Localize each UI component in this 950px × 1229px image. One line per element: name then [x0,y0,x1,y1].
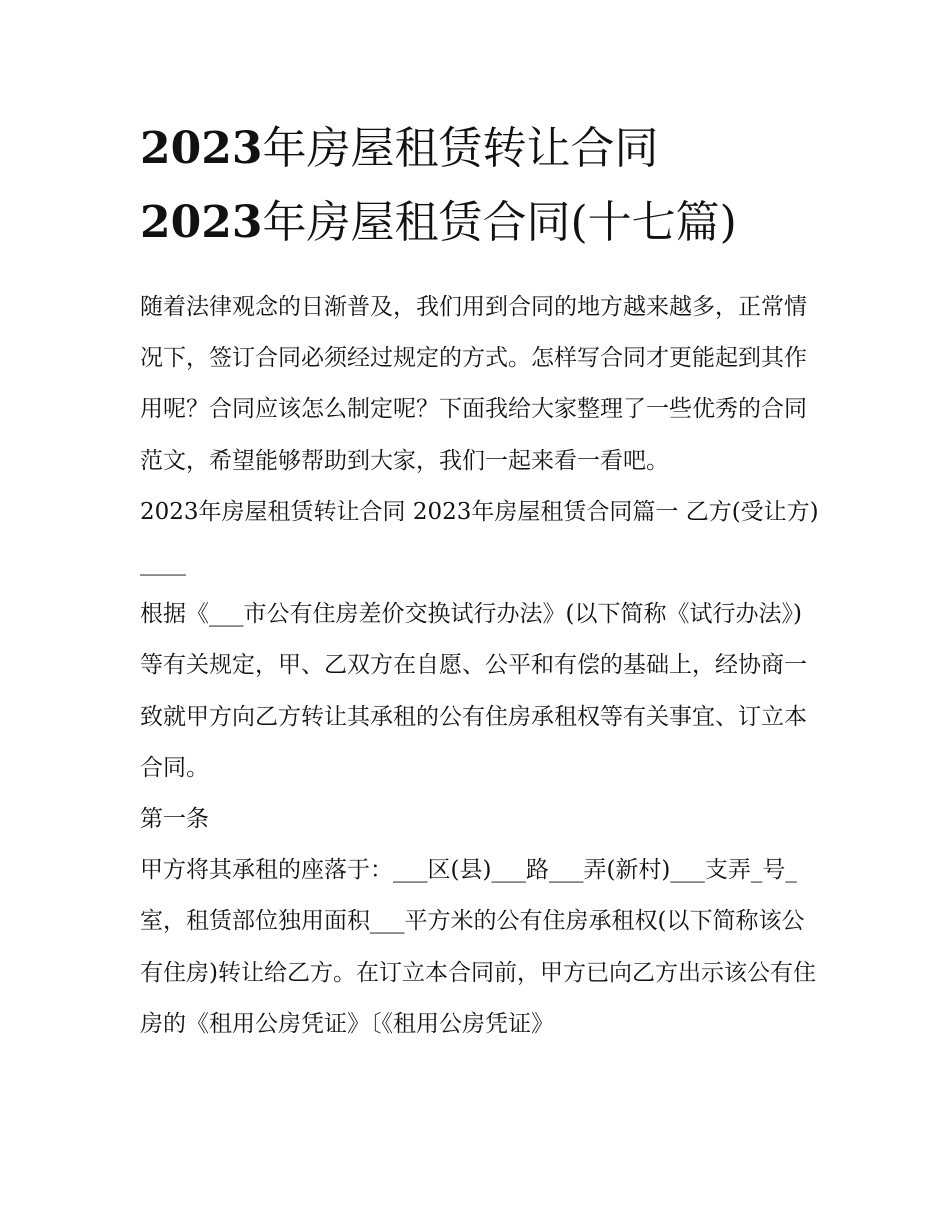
document-title-line-1 [140,112,820,186]
article-one-paragraph: 甲方将其承租的座落于：___区(县)___路___弄(新村)___支弄_号_室，租赁部位独用面积___平方米的公有住房承租权(以下简称该公有住房)转让给乙方。在订立本合同前，甲方已向乙方出示该公有住房的《租用公房凭证》〔《租用公房凭证》 [140,857,816,1037]
title-spacer [140,260,820,282]
section-heading-paragraph: 2023年房屋租赁转让合同 2023年房屋租赁合同篇一 乙方(受让方)____ [140,498,819,577]
preamble-paragraph: 根据《___市公有住房差价交换试行办法》(以下简称《试行办法》)等有关规定，甲、乙双方在自愿、公平和有偿的基础上，经协商一致就甲方向乙方转让其承租的公有住房承租权等有关事宜、订立本合同。 [140,601,807,781]
title-text-1: 年房屋租赁转让合同 [262,123,659,174]
title-text-2: 年房屋租赁合同(十七篇) [262,197,737,248]
intro-paragraph: 随着法律观念的日渐普及，我们用到合同的地方越来越多，正常情况下，签订合同必须经过规定的方式。怎样写合同才更能起到其作用呢？合同应该怎么制定呢？下面我给大家整理了一些优秀的合同范文，希望能够帮助到大家，我们一起来看一看吧。 [140,294,807,474]
document-content [140,112,820,1050]
title-year-1: 2023 [140,123,263,174]
title-year-2: 2023 [140,197,263,248]
document-title-line-2 [140,186,820,260]
article-heading: 第一条 [140,806,209,833]
